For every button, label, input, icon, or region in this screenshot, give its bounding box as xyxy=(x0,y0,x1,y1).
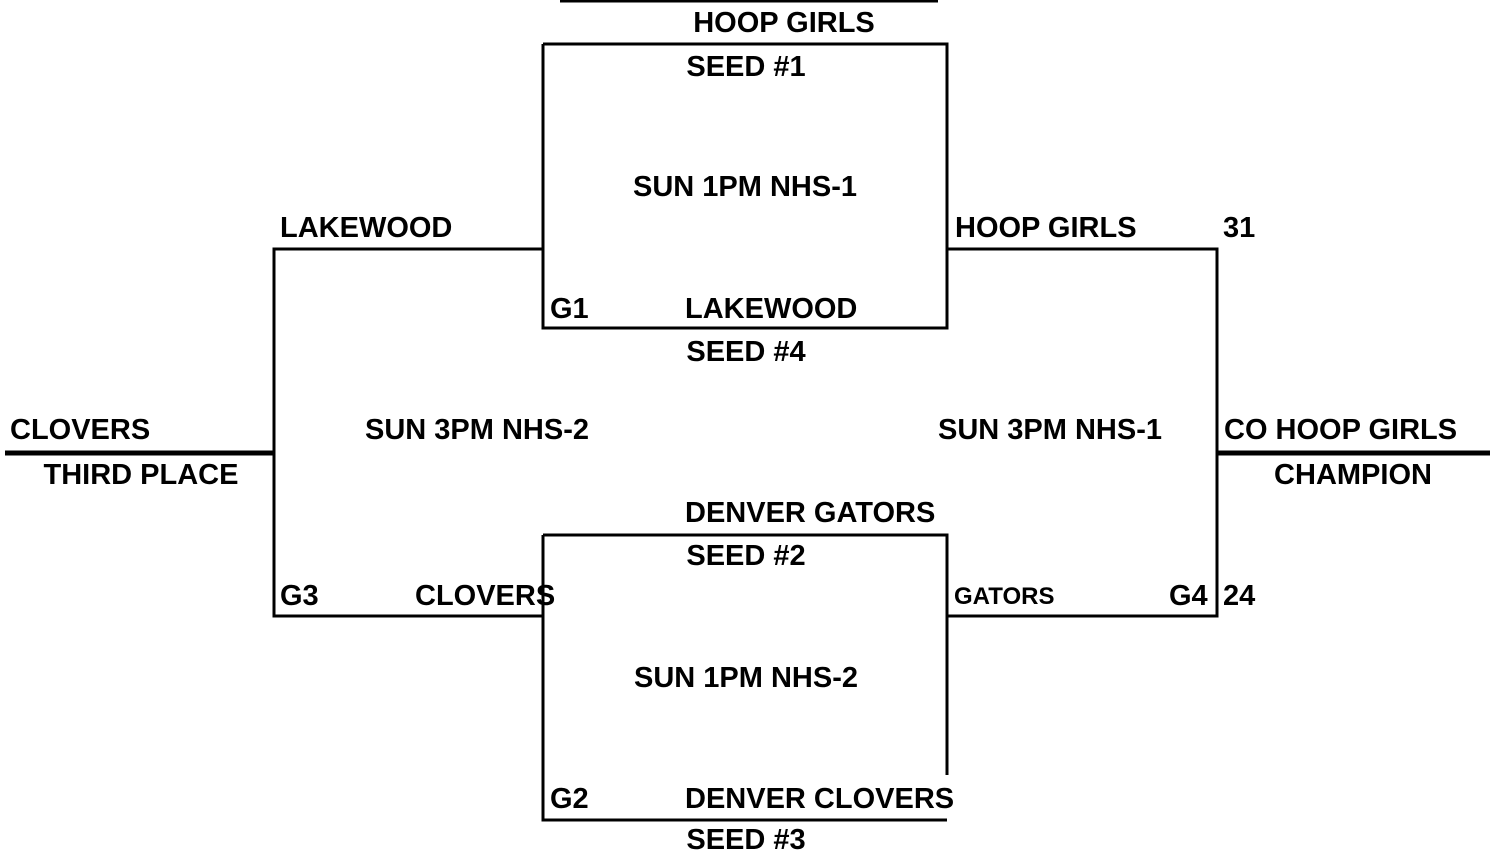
game2-top-seed: SEED #2 xyxy=(686,540,806,572)
third-place-label: THIRD PLACE xyxy=(43,459,239,491)
game4-top-score: 31 xyxy=(1223,212,1256,244)
game4-bottom-team: GATORS xyxy=(954,583,1055,610)
game1-time: SUN 1PM NHS-1 xyxy=(633,171,857,203)
game3-top-team: LAKEWOOD xyxy=(280,212,453,244)
game1-bottom-seed: SEED #4 xyxy=(686,336,806,368)
champion-team: CO HOOP GIRLS xyxy=(1224,414,1458,446)
game1-label: G1 xyxy=(550,293,589,325)
game4-time: SUN 3PM NHS-1 xyxy=(938,414,1162,446)
game3-label: G3 xyxy=(280,580,319,612)
champion-label: CHAMPION xyxy=(1274,459,1432,491)
seed1-team: HOOP GIRLS xyxy=(693,7,875,39)
game4-top-team: HOOP GIRLS xyxy=(955,212,1137,244)
game2-time: SUN 1PM NHS-2 xyxy=(634,662,858,694)
game3-time: SUN 3PM NHS-2 xyxy=(365,414,589,446)
game3-bottom-team: CLOVERS xyxy=(415,580,556,612)
game2-bottom-team: DENVER CLOVERS xyxy=(685,783,955,815)
game2-bottom-seed: SEED #3 xyxy=(686,824,806,856)
game1-bottom-team: LAKEWOOD xyxy=(685,293,858,325)
seed1-label: SEED #1 xyxy=(686,51,806,83)
third-place-team: CLOVERS xyxy=(10,414,151,446)
game2-top-team: DENVER GATORS xyxy=(685,497,936,529)
game2-label: G2 xyxy=(550,783,589,815)
game4-label: G4 xyxy=(1169,580,1208,612)
game4-bottom-score: 24 xyxy=(1223,580,1256,612)
